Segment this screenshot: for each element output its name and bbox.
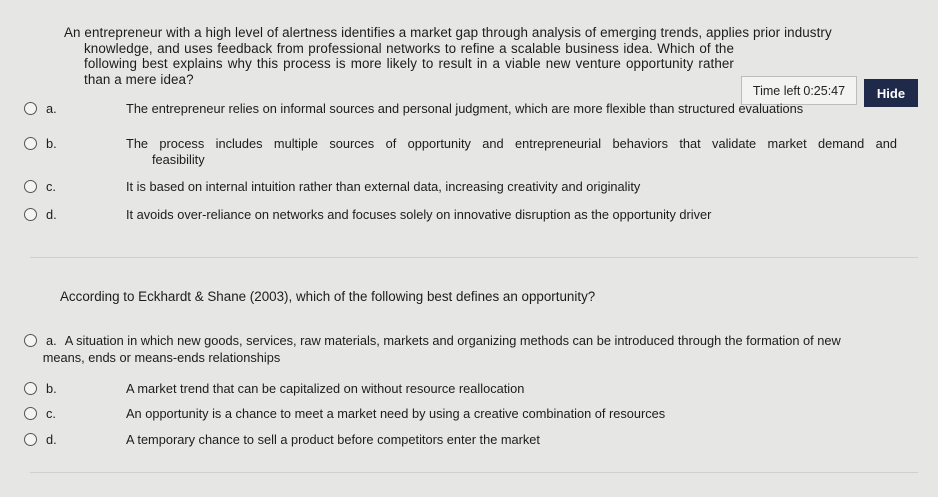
q1-option-c-letter: c. xyxy=(46,179,56,194)
time-left-label: Time left xyxy=(752,83,801,98)
q1-option-d-letter: d. xyxy=(46,207,57,222)
q1-option-c[interactable] xyxy=(24,179,864,195)
q1-option-a[interactable] xyxy=(24,101,864,117)
q1-option-c-text: It is based on internal intuition rather than external data, increasing creativity and originality xyxy=(126,179,641,194)
q2-option-a-text: A situation in which new goods, services, raw materials, markets and organizing methods can be introduced through the formation of new xyxy=(64,333,841,348)
q2-option-d[interactable] xyxy=(24,432,864,448)
q1-option-d-radio[interactable] xyxy=(24,208,37,221)
q1-option-d[interactable] xyxy=(24,207,864,223)
q2-option-b-text: A market trend that can be capitalized on without resource reallocation xyxy=(126,381,525,396)
question-1-stem-rest: knowledge, and uses feedback from professional networks to refine a scalable business idea. Which of the following best explains why this process is more likely to result in a viable new venture opportunity rather than a mere idea? xyxy=(84,40,734,87)
q1-option-c-radio[interactable] xyxy=(24,180,37,193)
question-2-stem: According to Eckhardt & Shane (2003), which of the following best defines an opportunity? xyxy=(60,289,596,304)
q2-option-b-letter: b. xyxy=(46,381,57,396)
question-divider xyxy=(30,257,918,258)
q2-option-d-letter: d. xyxy=(46,432,57,447)
q2-option-b-radio[interactable] xyxy=(24,382,37,395)
q2-option-c-radio[interactable] xyxy=(24,407,37,420)
q2-option-b[interactable] xyxy=(24,381,864,397)
q1-option-b[interactable] xyxy=(24,136,904,167)
bottom-divider xyxy=(30,472,918,473)
question-1-stem-line-1: An entrepreneur with a high level of alertness identifies a market gap through analysis of emerging trends, applies prior industry xyxy=(64,25,832,40)
q2-option-c-text: An opportunity is a chance to meet a market need by using a creative combination of resources xyxy=(126,406,666,421)
q1-option-b-text: The process includes multiple sources of opportunity and entrepreneurial behaviors that validate market demand and xyxy=(126,136,897,151)
hide-timer-button[interactable]: Hide xyxy=(864,79,918,107)
q1-option-b-letter: b. xyxy=(46,136,57,151)
time-left-value: 0:25:47 xyxy=(803,83,846,98)
q2-option-a-radio[interactable] xyxy=(24,334,37,347)
q1-option-a-letter: a. xyxy=(46,101,57,116)
q2-option-c-letter: c. xyxy=(46,406,56,421)
q2-option-a-text-cont: means, ends or means-ends relationships xyxy=(42,349,281,365)
q1-option-a-text: The entrepreneur relies on informal sources and personal judgment, which are more flexible than structured evaluations xyxy=(126,101,804,116)
q1-option-d-text: It avoids over-reliance on networks and focuses solely on innovative disruption as the opportunity driver xyxy=(126,207,712,222)
q2-option-a[interactable] xyxy=(24,333,884,365)
q1-option-b-radio[interactable] xyxy=(24,137,37,150)
q2-option-a-text-block xyxy=(42,333,884,365)
q1-option-a-radio[interactable] xyxy=(24,102,37,115)
q2-option-d-text: A temporary chance to sell a product before competitors enter the market xyxy=(126,432,540,447)
q2-option-d-radio[interactable] xyxy=(24,433,37,446)
q1-option-b-text-block xyxy=(126,136,897,167)
q2-option-a-letter: a. xyxy=(46,333,57,348)
q2-option-c[interactable] xyxy=(24,406,864,422)
q1-option-b-text-cont: feasibility xyxy=(152,151,205,167)
